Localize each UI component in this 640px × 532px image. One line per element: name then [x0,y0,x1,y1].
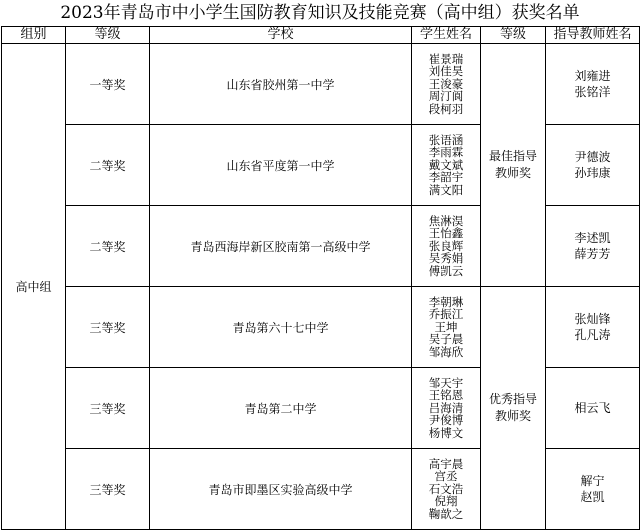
level-cell: 三等奖 [66,368,150,449]
student-name: 段柯羽 [428,101,464,116]
teachers-cell [546,368,640,449]
student-name: 李朝琳 [428,294,464,309]
header-teacher-level: 等级 [481,27,546,44]
student-name: 戴文斌 [428,157,464,172]
student-name: 邹天宇 [428,375,464,390]
level-cell: 二等奖 [66,125,150,206]
header-students: 学生姓名 [412,27,481,44]
school-cell: 青岛市即墨区实验高级中学 [150,449,412,530]
teacher-name: 薛芳芳 [574,247,611,261]
student-name: 尹俊博 [428,413,464,428]
student-name: 满文阳 [428,182,464,197]
student-name: 王浚豪 [428,76,464,91]
student-name: 吴秀娟 [428,251,464,266]
teacher-name: 赵凯 [580,490,605,504]
teacher-name: 刘雍进 [574,69,611,83]
teachers-cell [546,449,640,530]
school-cell: 山东省平度第一中学 [150,125,412,206]
student-name: 高宇晨 [428,456,464,471]
student-name: 李雨霖 [428,145,464,160]
teacher-award-line: 教师奖 [494,166,531,180]
level-cell: 三等奖 [66,287,150,368]
student-name: 焦淋淏 [428,213,464,228]
school-cell: 青岛第二中学 [150,368,412,449]
teacher-name: 尹德波 [574,150,611,164]
student-name: 周汀阆 [428,89,464,104]
student-name: 张语涵 [428,132,464,147]
student-name: 倪翔 [434,494,458,509]
teacher-name: 李述凯 [574,231,611,245]
student-name: 吴子晨 [428,332,464,347]
teacher-award-line: 最佳指导 [488,149,537,163]
table-row [2,44,640,125]
table-row [2,287,640,368]
student-name: 傅凯云 [428,263,464,278]
teacher-award-cell [481,287,546,530]
students-cell [412,125,481,206]
student-name: 王坤 [434,319,458,334]
student-name: 王怡鑫 [428,226,464,241]
student-name: 宫丞 [434,469,458,484]
school-cell: 青岛西海岸新区胶南第一高级中学 [150,206,412,287]
student-name: 王铭恩 [428,388,464,403]
students-cell [412,287,481,368]
school-cell: 青岛第六十七中学 [150,287,412,368]
teacher-name: 张灿锋 [574,312,611,326]
student-name: 崔景瑞 [428,51,464,66]
header-teachers: 指导教师姓名 [546,27,640,44]
level-cell: 三等奖 [66,449,150,530]
table-header-row [2,27,640,44]
teachers-cell [546,125,640,206]
header-group: 组别 [2,27,66,44]
student-name: 李韶宇 [428,170,464,185]
teacher-award-line: 教师奖 [494,409,531,423]
teacher-name: 孙玮康 [574,166,611,180]
teachers-cell [546,44,640,125]
teacher-award-cell [481,44,546,287]
students-cell [412,44,481,125]
header-school: 学校 [150,27,412,44]
group-cell: 高中组 [2,44,66,530]
teachers-cell [546,206,640,287]
level-cell: 二等奖 [66,206,150,287]
page-title: 2023年青岛市中小学生国防教育知识及技能竞赛（高中组）获奖名单 [60,3,580,23]
student-name: 刘佳昊 [428,64,464,79]
student-name: 鞠歆之 [428,506,464,521]
students-cell [412,449,481,530]
award-table [1,26,640,530]
student-name: 杨博文 [428,425,464,440]
students-cell [412,206,481,287]
teacher-name: 孔凡涛 [574,328,611,342]
level-cell: 一等奖 [66,44,150,125]
teacher-name: 解宁 [580,474,605,488]
teacher-award-line: 优秀指导 [488,392,537,406]
header-level: 等级 [66,27,150,44]
teachers-cell [546,287,640,368]
student-name: 张良辉 [428,238,464,253]
student-name: 石文浩 [428,481,464,496]
student-name: 乔振江 [428,307,464,322]
student-name: 吕海清 [428,400,464,415]
students-cell [412,368,481,449]
student-name: 邹海欣 [428,344,464,359]
teacher-name: 相云飞 [574,401,611,415]
teacher-name: 张铭洋 [574,85,611,99]
school-cell: 山东省胶州第一中学 [150,44,412,125]
